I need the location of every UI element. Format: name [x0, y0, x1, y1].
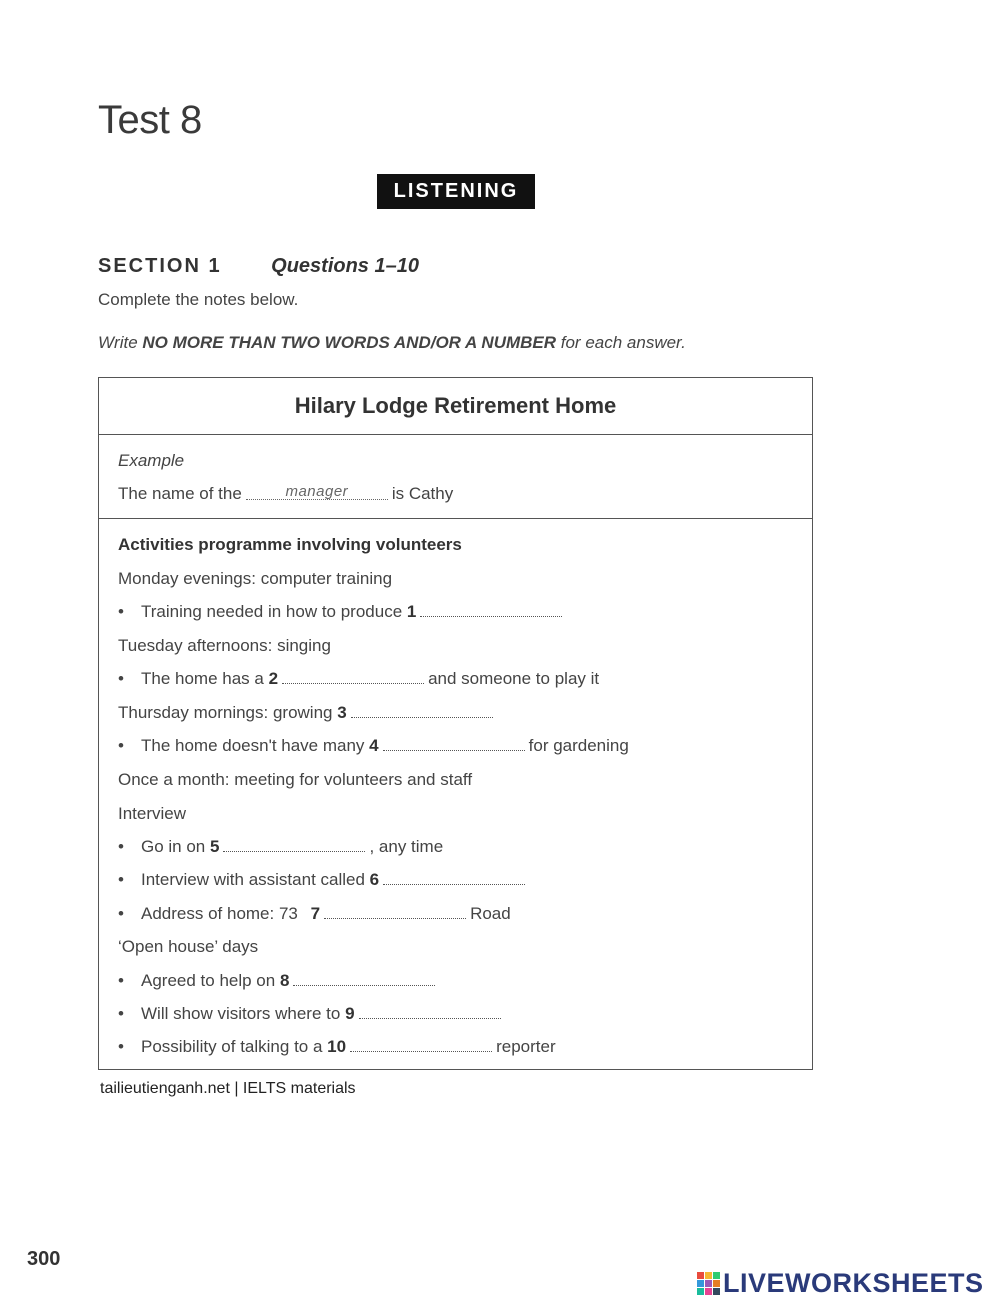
answer-blank-7[interactable] [324, 908, 466, 919]
bullet-icon: • [118, 602, 124, 621]
q2-text: The home has a [141, 669, 264, 688]
questions-label: Questions 1–10 [271, 255, 419, 277]
logo-square [705, 1288, 712, 1295]
logo-square [705, 1280, 712, 1287]
notes-box [98, 377, 813, 1070]
example-post: is Cathy [391, 484, 454, 503]
question-1-line [118, 602, 566, 622]
q6-text: Interview with assistant called [141, 870, 365, 889]
q3-text: Thursday mornings: growing [118, 703, 333, 722]
bullet-icon: • [118, 736, 124, 755]
q3-number: 3 [337, 703, 347, 722]
answer-blank-5[interactable] [223, 841, 365, 852]
instruction-post: for each answer. [556, 333, 686, 352]
activities-heading: Activities programme involving volunteers [118, 535, 462, 554]
logo-square [713, 1280, 720, 1287]
q1-text: Training needed in how to produce [141, 602, 403, 621]
q7-text: Address of home: 73 [141, 904, 298, 923]
bullet-icon: • [118, 971, 124, 990]
instruction-pre: Write [98, 333, 143, 352]
example-line [118, 484, 453, 504]
bullet-icon: • [118, 1037, 124, 1056]
q5-post: , any time [369, 837, 444, 856]
notes-title: Hilary Lodge Retirement Home [99, 378, 812, 435]
example-area [99, 434, 812, 519]
q9-number: 9 [345, 1004, 355, 1023]
instruction-bold: NO MORE THAN TWO WORDS AND/OR A NUMBER [142, 333, 557, 352]
listening-badge: LISTENING [377, 174, 535, 209]
q4-text: The home doesn't have many [141, 736, 365, 755]
example-pre: The name of the [118, 484, 242, 503]
q5-text: Go in on [141, 837, 206, 856]
example-answer: manager [246, 485, 388, 500]
question-8-line [118, 971, 439, 991]
question-7-line [118, 904, 511, 924]
question-9-line [118, 1004, 505, 1024]
logo-square [713, 1272, 720, 1279]
question-6-line [118, 870, 529, 890]
q4-post: for gardening [528, 736, 629, 755]
q4-number: 4 [369, 736, 379, 755]
answer-blank-2[interactable] [282, 673, 424, 684]
monthly-meeting-line: Once a month: meeting for volunteers and staff [118, 770, 473, 789]
logo-square [697, 1280, 704, 1287]
q1-number: 1 [406, 602, 417, 621]
answer-blank-9[interactable] [359, 1008, 501, 1019]
section-heading [98, 255, 419, 278]
logo-square [713, 1288, 720, 1295]
interview-heading: Interview [118, 804, 187, 823]
monday-line: Monday evenings: computer training [118, 569, 393, 588]
liveworksheets-brand[interactable] [697, 1268, 984, 1299]
q2-post: and someone to play it [428, 669, 600, 688]
bullet-icon: • [118, 669, 124, 688]
question-5-line [118, 837, 443, 857]
bullet-icon: • [118, 904, 124, 923]
q8-text: Agreed to help on [141, 971, 276, 990]
q10-text: Possibility of talking to a [141, 1037, 323, 1056]
answer-blank-3[interactable] [351, 707, 493, 718]
answer-blank-4[interactable] [383, 740, 525, 751]
question-3-line [118, 703, 497, 723]
logo-square [697, 1272, 704, 1279]
instruction-word-limit [98, 333, 686, 353]
section-label: SECTION 1 [98, 255, 222, 277]
q10-post: reporter [496, 1037, 556, 1056]
source-credit: tailieutienganh.net | IELTS materials [100, 1080, 356, 1097]
example-label: Example [118, 451, 185, 470]
q7-number: 7 [310, 904, 321, 923]
bullet-icon: • [118, 837, 124, 856]
q2-number: 2 [268, 669, 279, 688]
logo-square [705, 1272, 712, 1279]
question-4-line [118, 736, 629, 756]
q6-number: 6 [369, 870, 380, 889]
q9-text: Will show visitors where to [141, 1004, 341, 1023]
q7-post: Road [470, 904, 511, 923]
answer-blank-1[interactable] [420, 606, 562, 617]
q5-number: 5 [210, 837, 220, 856]
answer-blank-8[interactable] [293, 975, 435, 986]
question-10-line [118, 1037, 556, 1057]
page-title: Test 8 [98, 98, 202, 142]
answer-blank-6[interactable] [383, 874, 525, 885]
bullet-icon: • [118, 1004, 124, 1023]
brand-text: LIVEWORKSHEETS [723, 1268, 984, 1298]
bullet-icon: • [118, 870, 124, 889]
instruction-complete: Complete the notes below. [98, 290, 299, 309]
tuesday-line: Tuesday afternoons: singing [118, 636, 331, 655]
question-2-line [118, 669, 599, 689]
logo-square [697, 1288, 704, 1295]
liveworksheets-logo-icon [697, 1272, 721, 1296]
open-house-heading: ‘Open house’ days [118, 937, 259, 956]
q8-number: 8 [279, 971, 290, 990]
q10-number: 10 [327, 1037, 347, 1056]
answer-blank-10[interactable] [350, 1041, 492, 1052]
page-number: 300 [27, 1248, 61, 1270]
